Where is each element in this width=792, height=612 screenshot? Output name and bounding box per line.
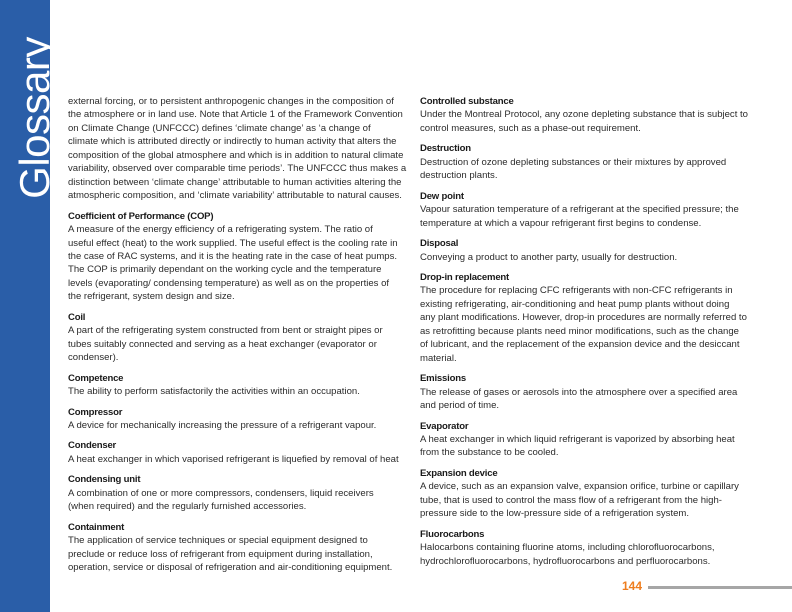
definition: Under the Montreal Protocol, any ozone depleting substance that is subject to control measures, such as a phase-out requirement. xyxy=(420,109,748,134)
term: Fluorocarbons xyxy=(420,528,485,540)
definition: A measure of the energy efficiency of a refrigerating system. The ratio of useful effect (heat) to the work supplied. The useful effect is the cooling rate in the case of RAC systems, and it is the heating rate in the case of heat pumps. The COP is primarily dependant on the working cycle and the temperature levels (evaporating/ condensing temperature) as well as on the properties of the refrigerant, system design and size. xyxy=(68,224,398,303)
glossary-entry xyxy=(420,237,770,264)
term: Drop-in replacement xyxy=(420,271,510,283)
definition: Halocarbons containing fluorine atoms, including chlorofluorocarbons, hydrochlorofluorocarbons, hydrofluorocarbons and perfluorocarbons. xyxy=(420,542,715,567)
footer-rule xyxy=(648,586,792,589)
definition: The ability to perform satisfactorily the activities within an occupation. xyxy=(68,386,360,398)
glossary-entry xyxy=(68,439,413,466)
glossary-entry xyxy=(420,528,770,568)
term: Dew point xyxy=(420,190,464,202)
glossary-entry xyxy=(68,210,413,304)
definition: The release of gases or aerosols into the atmosphere over a specified area and period of time. xyxy=(420,386,738,412)
term: Competence xyxy=(68,372,124,384)
definition: The procedure for replacing CFC refrigerants with non-CFC refrigerants in existing refrigerating, air-conditioning and heat pump plants without doing any plant modifications. However, drop-in procedures are normally referred to as retrofitting because plants need minor modifications, such as the change of lubricant, and the replacement of the expansion device and the desiccant material. xyxy=(420,285,747,364)
definition: A heat exchanger in which liquid refrigerant is vaporized by absorbing heat from the substance to be cooled. xyxy=(420,433,735,459)
glossary-entry xyxy=(68,521,413,575)
definition: external forcing, or to persistent anthropogenic changes in the composition of the atmosphere or in land use. Note that Article 1 of the Framework Convention on Climate Change (UNFCCC) defines ‘climate change’ as ‘a change of climate which is attributed directly or indirectly to human activity that alters the composition of the global atmosphere and which is in addition to natural climate variability, observed over comparable time periods’. The UNFCCC thus makes a distinction between ‘climate change’ attributable to human activities altering the atmospheric composition, and ‘climate variability’ attributable to natural causes. xyxy=(68,96,407,202)
term: Coefficient of Performance (COP) xyxy=(68,210,214,222)
definition: Destruction of ozone depleting substances or their mixtures by approved destruction plants. xyxy=(420,156,727,182)
term: Expansion device xyxy=(420,467,498,479)
glossary-entry xyxy=(68,372,413,399)
term: Evaporator xyxy=(420,420,469,432)
term: Controlled substance xyxy=(420,96,514,107)
glossary-entry xyxy=(420,467,770,521)
glossary-entry xyxy=(420,372,770,412)
term: Containment xyxy=(68,521,125,533)
term: Disposal xyxy=(420,238,459,250)
glossary-entry xyxy=(420,420,770,460)
term: Compressor xyxy=(68,406,123,418)
glossary-entry xyxy=(68,406,413,433)
page-number: 144 xyxy=(622,579,643,593)
definition: The application of service techniques or special equipment designed to preclude or reduce loss of refrigerant from equipment during installation, operation, service or disposal of refrigeration and air-conditioning equipment. xyxy=(68,535,393,574)
definition: A device for mechanically increasing the pressure of a refrigerant vapour. xyxy=(68,419,377,431)
continuation-text xyxy=(68,95,413,203)
definition: Conveying a product to another party, usually for destruction. xyxy=(420,251,678,263)
glossary-entry xyxy=(420,271,770,365)
left-column xyxy=(68,95,413,575)
definition: Vapour saturation temperature of a refrigerant at the specified pressure; the temperature at which a vapour refrigerant first begins to condense. xyxy=(420,204,739,229)
section-band xyxy=(0,0,58,612)
definition: A heat exchanger in which vaporised refrigerant is liquefied by removal of heat xyxy=(68,453,399,465)
glossary-entry xyxy=(420,95,770,135)
term: Condenser xyxy=(68,440,117,452)
section-title: Glossary xyxy=(11,37,58,199)
term: Emissions xyxy=(420,373,466,385)
glossary-entry xyxy=(68,473,413,513)
definition: A part of the refrigerating system constructed from bent or straight pipes or tubes suitably connected and serving as a heat exchanger (evaporator or condenser). xyxy=(68,325,383,364)
glossary-entry xyxy=(68,311,413,365)
right-column xyxy=(420,95,770,568)
glossary-entry xyxy=(420,190,770,230)
definition: A device, such as an expansion valve, expansion orifice, turbine or capillary tube, that is used to control the mass flow of a refrigerant from the high- pressure side to the low-pressure side of a refrigeration system. xyxy=(420,481,739,520)
glossary-entry xyxy=(420,142,770,182)
term: Condensing unit xyxy=(68,474,141,486)
term: Destruction xyxy=(420,143,471,155)
definition: A combination of one or more compressors, condensers, liquid receivers (when required) and the regularly furnished accessories. xyxy=(68,487,374,513)
term: Coil xyxy=(68,311,86,323)
